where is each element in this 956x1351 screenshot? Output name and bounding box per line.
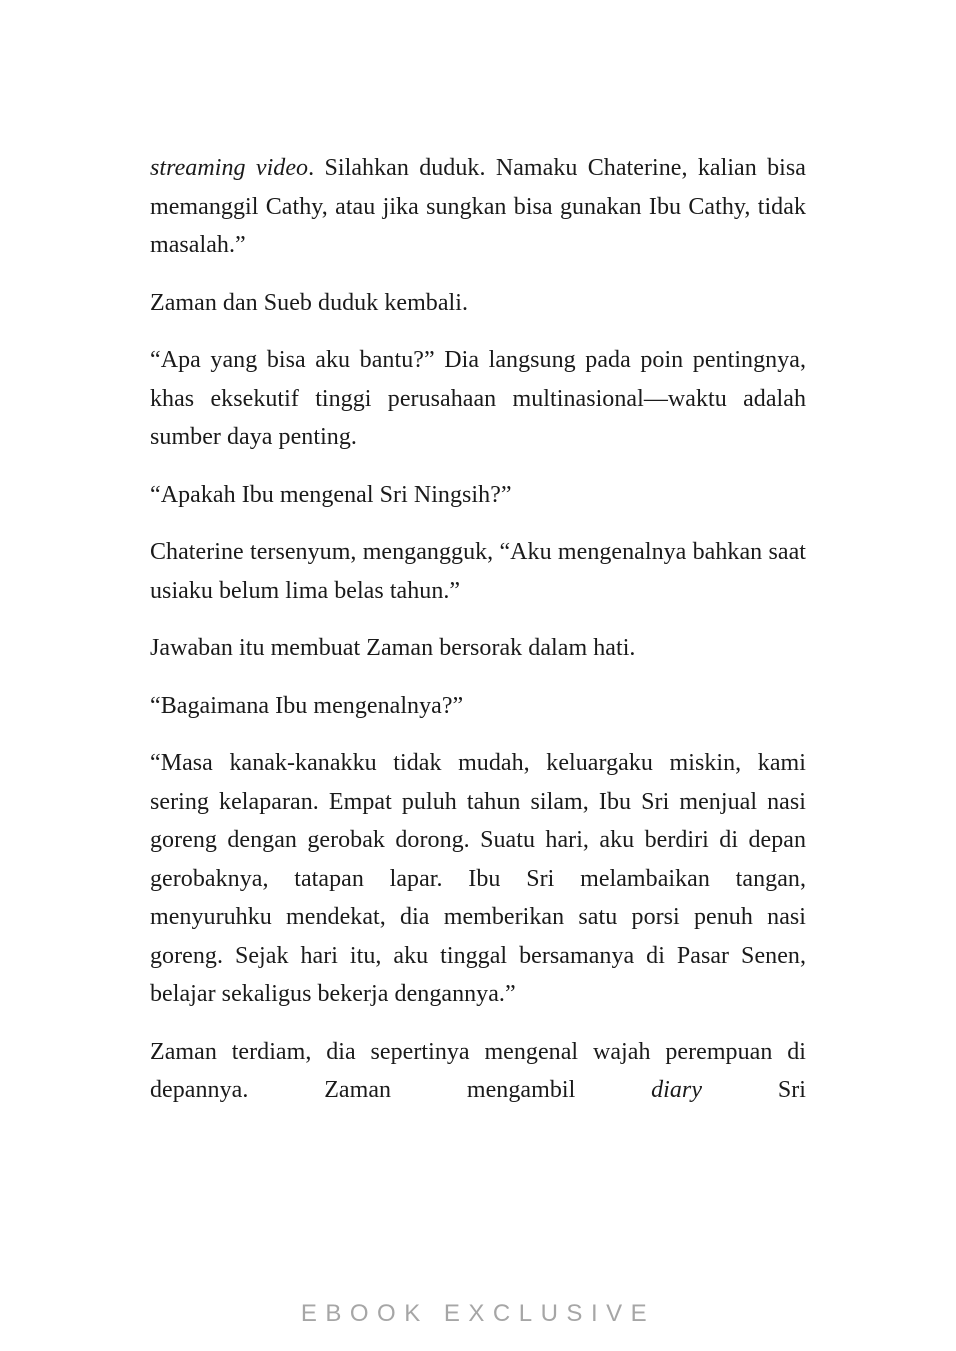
paragraph-1-italic-phrase: streaming video [150, 155, 309, 181]
paragraph-2 [150, 284, 806, 323]
paragraph-9-italic-word: diary [651, 1077, 703, 1103]
paragraph-3 [150, 341, 806, 457]
paragraph-5 [150, 533, 806, 610]
paragraph-1-text: . Silahkan duduk. Namaku Chaterine, kalian bisa memanggil Cathy, atau jika sungkan bisa gunakan Ibu Cathy, tidak masalah.” [150, 155, 806, 258]
paragraph-8 [150, 744, 806, 1014]
paragraph-6 [150, 629, 806, 668]
paragraph-8-text: “Masa kanak-kanakku tidak mudah, keluargaku miskin, kami sering kelaparan. Empat puluh tahun silam, Ibu Sri menjual nasi goreng dengan gerobak dorong. Suatu hari, aku berdiri di depan gerobaknya, tatapan lapar. Ibu Sri melambaikan tangan, menyuruhku mendekat, dia memberikan satu porsi penuh nasi goreng. Sejak hari itu, aku tinggal bersamanya di Pasar Senen, belajar sekaligus bekerja dengannya.” [150, 750, 806, 1007]
paragraph-5-text: Chaterine tersenyum, mengangguk, “Aku mengenalnya bahkan saat usiaku belum lima belas tahun.” [150, 539, 806, 604]
paragraph-9 [150, 1033, 806, 1110]
paragraph-7 [150, 687, 806, 726]
paragraph-3-text: “Apa yang bisa aku bantu?” Dia langsung pada poin pentingnya, khas eksekutif tinggi perusahaan multinasional—waktu adalah sumber daya penting. [150, 347, 806, 450]
paragraph-7-text: “Bagaimana Ibu mengenalnya?” [150, 692, 464, 719]
paragraph-9-text-end: Sri [702, 1077, 806, 1103]
paragraph-2-text: Zaman dan Sueb duduk kembali. [150, 289, 469, 316]
paragraph-9-text: Zaman terdiam, dia sepertinya mengenal wajah perempuan di depannya. Zaman mengambil [150, 1038, 806, 1103]
paragraph-6-text: Jawaban itu membuat Zaman bersorak dalam hati. [150, 635, 636, 661]
footer-watermark: EBOOK EXCLUSIVE [300, 1300, 656, 1327]
paragraph-4-text: “Apakah Ibu mengenal Sri Ningsih?” [150, 481, 512, 508]
page-body [150, 149, 806, 1110]
paragraph-4 [150, 476, 806, 515]
paragraph-1 [150, 149, 806, 265]
